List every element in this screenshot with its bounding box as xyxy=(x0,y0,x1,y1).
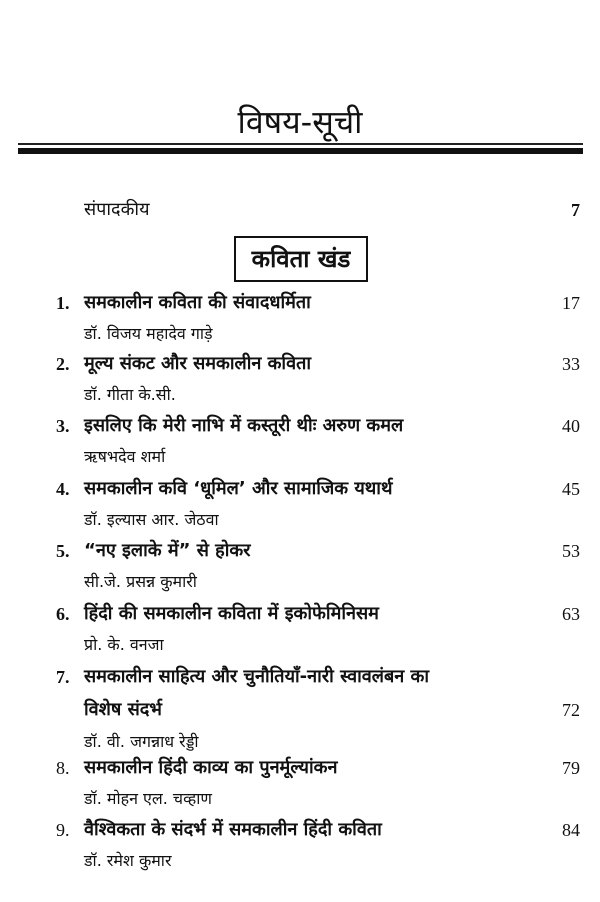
entry-author-row xyxy=(0,442,600,472)
entry-author-row xyxy=(0,505,600,535)
entry-page: 63 xyxy=(562,604,580,624)
entry-title: समकालीन साहित्य और चुनौतियाँ-नारी स्वावलंबन का xyxy=(84,666,429,687)
entry-author: सी.जे. प्रसन्न कुमारी xyxy=(84,572,197,591)
toc-entry[interactable] xyxy=(0,815,600,845)
page-title: विषय-सूची xyxy=(237,103,363,141)
entry-title: “नए इलाके में” से होकर xyxy=(84,540,251,561)
entry-page: 45 xyxy=(562,479,580,499)
entry-page: 79 xyxy=(562,758,580,778)
entry-title: संपादकीय xyxy=(84,199,150,220)
toc-entry[interactable] xyxy=(0,349,600,379)
toc-entry[interactable] xyxy=(0,662,600,692)
entry-author: ऋषभदेव शर्मा xyxy=(84,447,166,466)
divider-thin xyxy=(18,143,583,145)
toc-entry[interactable] xyxy=(0,753,600,783)
entry-number: 2. xyxy=(56,354,70,374)
entry-author: डॉ. विजय महादेव गाड़े xyxy=(84,324,213,343)
entry-title: वैश्विकता के संदर्भ में समकालीन हिंदी कविता xyxy=(84,819,382,840)
entry-page: 40 xyxy=(562,416,580,436)
entry-title: समकालीन हिंदी काव्य का पुनर्मूल्यांकन xyxy=(84,757,338,778)
entry-title: समकालीन कवि ‘धूमिल’ और सामाजिक यथार्थ xyxy=(84,478,393,499)
entry-number: 1. xyxy=(56,293,70,313)
entry-number: 5. xyxy=(56,541,70,561)
entry-page: 17 xyxy=(562,293,580,313)
entry-title: इसलिए कि मेरी नाभि में कस्तूरी थीः अरुण कमल xyxy=(84,415,404,436)
toc-entry[interactable] xyxy=(0,474,600,504)
entry-author: डॉ. इल्यास आर. जेठवा xyxy=(84,510,219,529)
toc-entry[interactable] xyxy=(0,288,600,318)
entry-number: 6. xyxy=(56,604,70,624)
entry-page: 53 xyxy=(562,541,580,561)
entry-number: 9. xyxy=(56,820,70,840)
entry-title: हिंदी की समकालीन कविता में इकोफेमिनिसम xyxy=(84,603,379,624)
entry-page: 72 xyxy=(562,700,580,720)
entry-author-row xyxy=(0,630,600,660)
entry-title: मूल्य संकट और समकालीन कविता xyxy=(84,353,312,374)
toc-entry[interactable] xyxy=(0,411,600,441)
toc-entry-editorial[interactable] xyxy=(0,195,600,225)
entry-author-row xyxy=(0,846,600,876)
entry-title-line2: विशेष संदर्भ xyxy=(84,699,162,720)
entry-number: 3. xyxy=(56,416,70,436)
toc-entry[interactable] xyxy=(0,599,600,629)
entry-author: डॉ. मोहन एल. चव्हाण xyxy=(84,789,212,808)
entry-author: डॉ. रमेश कुमार xyxy=(84,851,172,870)
entry-number: 4. xyxy=(56,479,70,499)
section-heading: कविता खंड xyxy=(234,236,368,282)
divider-thick xyxy=(18,148,583,154)
entry-author-row xyxy=(0,784,600,814)
entry-number: 8. xyxy=(56,758,70,778)
entry-page: 7 xyxy=(571,200,580,220)
entry-author-row xyxy=(0,380,600,410)
entry-title: समकालीन कविता की संवादधर्मिता xyxy=(84,292,311,313)
entry-author-row xyxy=(0,567,600,597)
toc-entry[interactable] xyxy=(0,536,600,566)
entry-author: प्रो. के. वनजा xyxy=(84,635,164,654)
entry-page: 84 xyxy=(562,820,580,840)
entry-author: डॉ. वी. जगन्नाध रेड्डी xyxy=(84,732,199,751)
entry-page: 33 xyxy=(562,354,580,374)
entry-number: 7. xyxy=(56,667,70,687)
toc-entry-continued xyxy=(0,695,600,725)
entry-author: डॉ. गीता के.सी. xyxy=(84,385,176,404)
entry-author-row xyxy=(0,319,600,349)
